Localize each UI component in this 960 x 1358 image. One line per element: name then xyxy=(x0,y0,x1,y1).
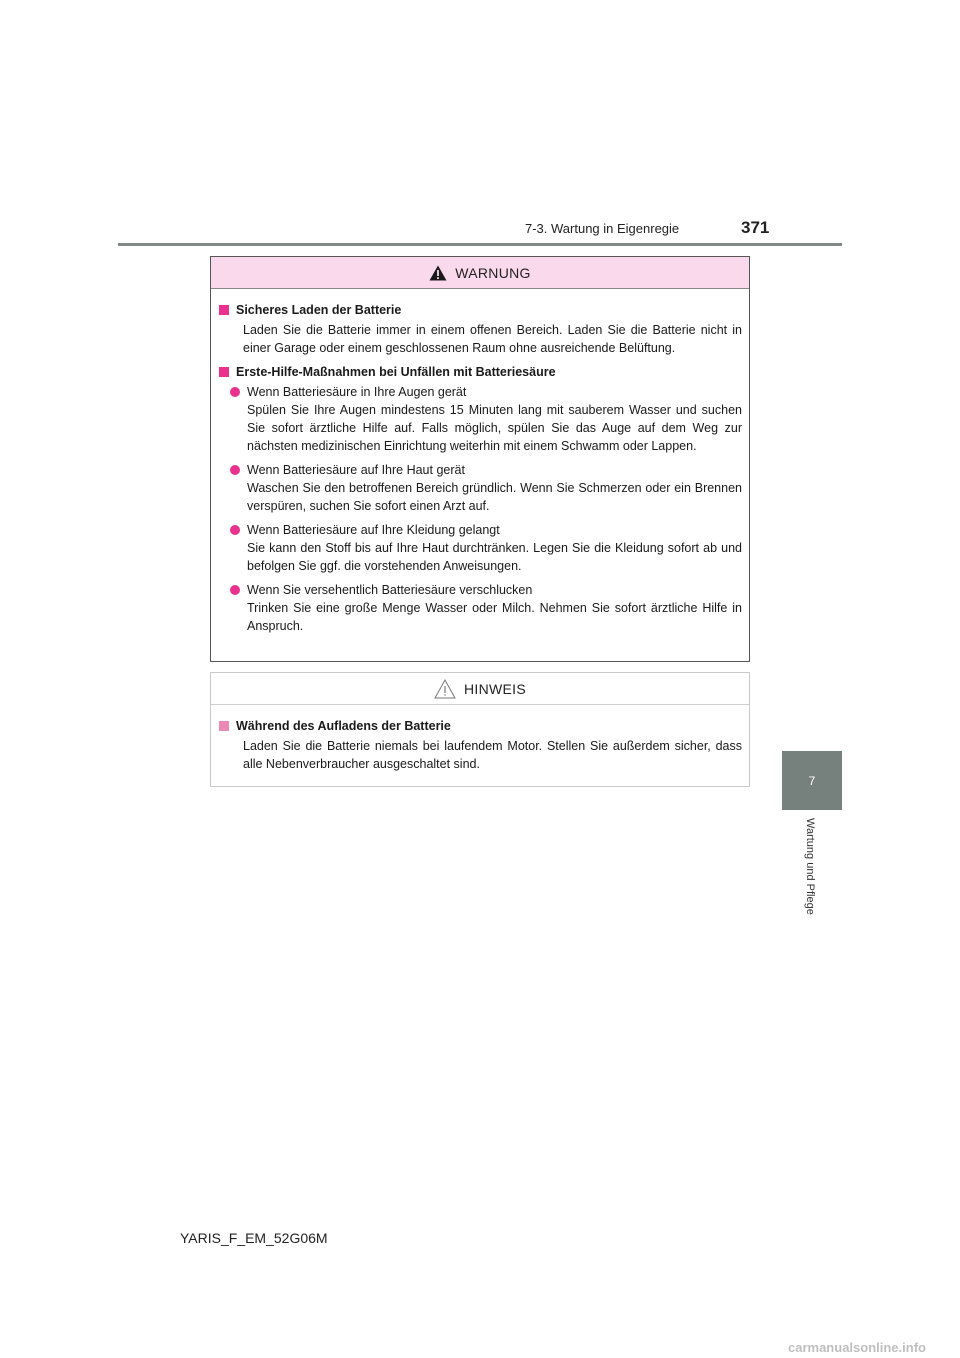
section-heading xyxy=(219,717,742,735)
list-item-title: Wenn Batteriesäure auf Ihre Kleidung gelangt xyxy=(247,523,500,537)
list-item-text: Sie kann den Stoff bis auf Ihre Haut durchtränken. Legen Sie die Kleidung sofort ab und befolgen Sie ggf. die vorstehenden Anweisungen. xyxy=(247,541,742,573)
warning-body xyxy=(211,289,749,635)
section-heading xyxy=(219,363,742,381)
notice-body xyxy=(211,705,749,773)
section-heading-text: Erste-Hilfe-Maßnahmen bei Unfällen mit Batteriesäure xyxy=(236,365,556,379)
section-paragraph: Laden Sie die Batterie niemals bei laufendem Motor. Stellen Sie außerdem sicher, dass alle Nebenverbraucher ausgeschaltet sind. xyxy=(243,739,742,771)
list-item xyxy=(219,383,742,455)
list-item xyxy=(219,461,742,515)
round-bullet-icon xyxy=(230,387,240,397)
list-item-title: Wenn Batteriesäure auf Ihre Haut gerät xyxy=(247,463,465,477)
caution-triangle-outline-icon xyxy=(434,679,456,699)
section-heading-text: Sicheres Laden der Batterie xyxy=(236,303,402,317)
section-heading xyxy=(219,301,742,319)
list-item xyxy=(219,521,742,575)
page-number: 371 xyxy=(741,218,770,237)
list-item-text: Waschen Sie den betroffenen Bereich gründlich. Wenn Sie Schmerzen oder ein Brennen verspüren, suchen Sie sofort einen Arzt auf. xyxy=(247,481,742,513)
chapter-tab xyxy=(782,751,842,810)
header-divider xyxy=(118,243,842,246)
list-item-text: Spülen Sie Ihre Augen mindestens 15 Minuten lang mit sauberem Wasser und suchen Sie sofort ärztliche Hilfe auf. Falls möglich, spülen Sie das Auge auf dem Weg zur nächsten medizinischen Einrichtung weiterhin mit einem Schwamm oder Lappen. xyxy=(247,403,742,453)
list-item-text: Trinken Sie eine große Menge Wasser oder Milch. Nehmen Sie sofort ärztliche Hilfe in Anspruch. xyxy=(247,601,742,633)
section-paragraph: Laden Sie die Batterie immer in einem offenen Bereich. Laden Sie die Batterie nicht in einer Garage oder einem geschlossenen Raum ohne ausreichende Belüftung. xyxy=(243,323,742,355)
warning-header xyxy=(211,257,749,289)
square-bullet-icon xyxy=(219,367,229,377)
notice-header xyxy=(211,673,749,705)
list-item-title: Wenn Batteriesäure in Ihre Augen gerät xyxy=(247,385,467,399)
warning-box xyxy=(210,256,750,662)
section-heading-text: Während des Aufladens der Batterie xyxy=(236,719,451,733)
square-bullet-icon xyxy=(219,305,229,315)
notice-box xyxy=(210,672,750,787)
round-bullet-icon xyxy=(230,585,240,595)
watermark: carmanualsonline.info xyxy=(788,1340,926,1355)
document-code: YARIS_F_EM_52G06M xyxy=(180,1230,328,1246)
notice-title: HINWEIS xyxy=(464,680,526,697)
list-item xyxy=(219,581,742,635)
chapter-number: 7 xyxy=(808,773,816,788)
round-bullet-icon xyxy=(230,465,240,475)
chapter-title: Wartung und Pflege xyxy=(804,818,816,915)
warning-triangle-icon xyxy=(429,265,447,281)
warning-title: WARNUNG xyxy=(455,264,531,281)
header-section-title: 7-3. Wartung in Eigenregie xyxy=(525,221,680,236)
list-item-title: Wenn Sie versehentlich Batteriesäure verschlucken xyxy=(247,583,533,597)
square-bullet-icon xyxy=(219,721,229,731)
round-bullet-icon xyxy=(230,525,240,535)
